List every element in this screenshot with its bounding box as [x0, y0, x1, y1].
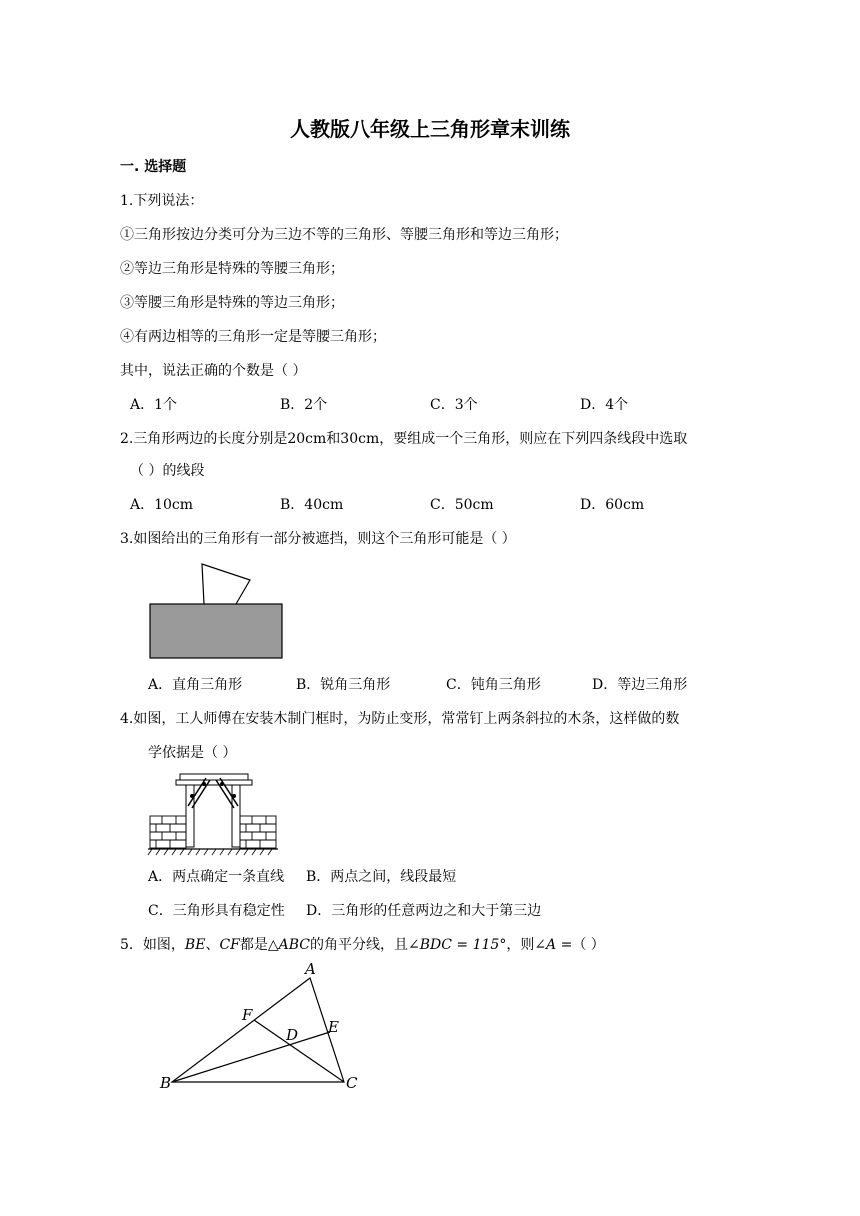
- q1-option-d: D．4个: [580, 397, 629, 413]
- q5-angle-bdc: ∠BDC = 115°: [408, 937, 507, 953]
- q5-triangle-figure: [150, 960, 370, 1100]
- q1-statement-3: ③等腰三角形是特殊的等边三角形；: [120, 295, 344, 311]
- segment-be: [172, 1032, 330, 1082]
- q2-stem-continued: （ ）的线段: [130, 463, 205, 479]
- q1-option-b: B．2个: [280, 397, 328, 413]
- q2-option-d: D．60cm: [580, 497, 645, 513]
- q4-stem: 4.如图，工人师傅在安装木制门框时，为防止变形，常常钉上两条斜拉的木条，这样做的数: [120, 711, 680, 727]
- section-heading: 一. 选择题: [120, 159, 187, 175]
- nail-4: [220, 782, 224, 786]
- q4-door-frame-figure: [148, 772, 284, 858]
- q1-statement-4: ④有两边相等的三角形一定是等腰三角形；: [120, 329, 386, 345]
- q1-stem: 1.下列说法：: [120, 193, 204, 209]
- ground-hatching: [148, 849, 272, 855]
- q1-ask: 其中，说法正确的个数是（ ）: [120, 363, 307, 379]
- q3-triangle-visible-part: [202, 564, 250, 604]
- q5-triangle-abc: △ABC: [267, 937, 311, 953]
- q3-option-b: B．锐角三角形: [296, 677, 391, 693]
- q5-segment-cf: CF: [219, 937, 240, 953]
- q5-segment-be: BE: [184, 937, 206, 953]
- q4-option-a: A．两点确定一条直线: [148, 869, 285, 885]
- page-title: 人教版八年级上三角形章末训练: [290, 117, 570, 141]
- q1-statement-2: ②等边三角形是特殊的等腰三角形；: [120, 261, 344, 277]
- nail-2: [232, 794, 236, 798]
- point-label-d: D: [286, 1026, 299, 1044]
- q5-text-mid4: ，则: [506, 937, 535, 953]
- door-lintel-top: [180, 774, 248, 780]
- q1-option-a: A．1个: [130, 397, 178, 413]
- q5-angle-a: ∠A =: [534, 937, 573, 953]
- point-label-e: E: [328, 1018, 339, 1036]
- nail-3: [202, 782, 206, 786]
- q2-stem: 2.三角形两边的长度分别是20cm和30cm，要组成一个三角形，则应在下列四条线段中选取: [120, 431, 688, 447]
- vertex-label-c: C: [346, 1074, 358, 1092]
- triangle-abc: [172, 978, 344, 1082]
- q4-stem-continued: 学依据是（ ）: [148, 745, 237, 761]
- nail-1: [190, 794, 194, 798]
- q5-stem: [120, 936, 605, 954]
- brick-wall-right: [240, 816, 276, 848]
- point-label-f: F: [242, 1006, 253, 1024]
- door-lintel-bottom: [176, 780, 252, 785]
- q5-text-pre: 5．如图，: [120, 937, 185, 953]
- vertex-label-b: B: [160, 1074, 172, 1092]
- q2-option-a: A．10cm: [130, 497, 194, 513]
- q4-option-d: D．三角形的任意两边之和大于第三边: [306, 903, 542, 919]
- q2-option-c: C．50cm: [430, 497, 494, 513]
- q1-statement-1: ①三角形按边分类可分为三边不等的三角形、等腰三角形和等边三角形；: [120, 227, 568, 243]
- vertex-label-a: A: [305, 960, 316, 978]
- q3-option-c: C．钝角三角形: [446, 677, 541, 693]
- brick-wall-left: [150, 816, 186, 848]
- q3-hidden-triangle-figure: [148, 562, 288, 662]
- q4-option-c: C．三角形具有稳定性: [148, 903, 285, 919]
- q3-option-d: D．等边三角形: [592, 677, 688, 693]
- q3-option-a: A．直角三角形: [148, 677, 243, 693]
- q2-option-b: B．40cm: [280, 497, 344, 513]
- q5-text-mid1: 、: [205, 937, 220, 953]
- q3-stem: 3.如图给出的三角形有一部分被遮挡，则这个三角形可能是（ ）: [120, 531, 516, 547]
- q3-cover-rectangle: [150, 604, 282, 658]
- q5-answer-blank: （ ）: [572, 937, 605, 953]
- q5-text-mid3: 的角平分线，且: [310, 937, 409, 953]
- q4-option-b: B．两点之间，线段最短: [306, 869, 457, 885]
- q1-option-c: C．3个: [430, 397, 478, 413]
- q5-text-mid2: 都是: [239, 937, 268, 953]
